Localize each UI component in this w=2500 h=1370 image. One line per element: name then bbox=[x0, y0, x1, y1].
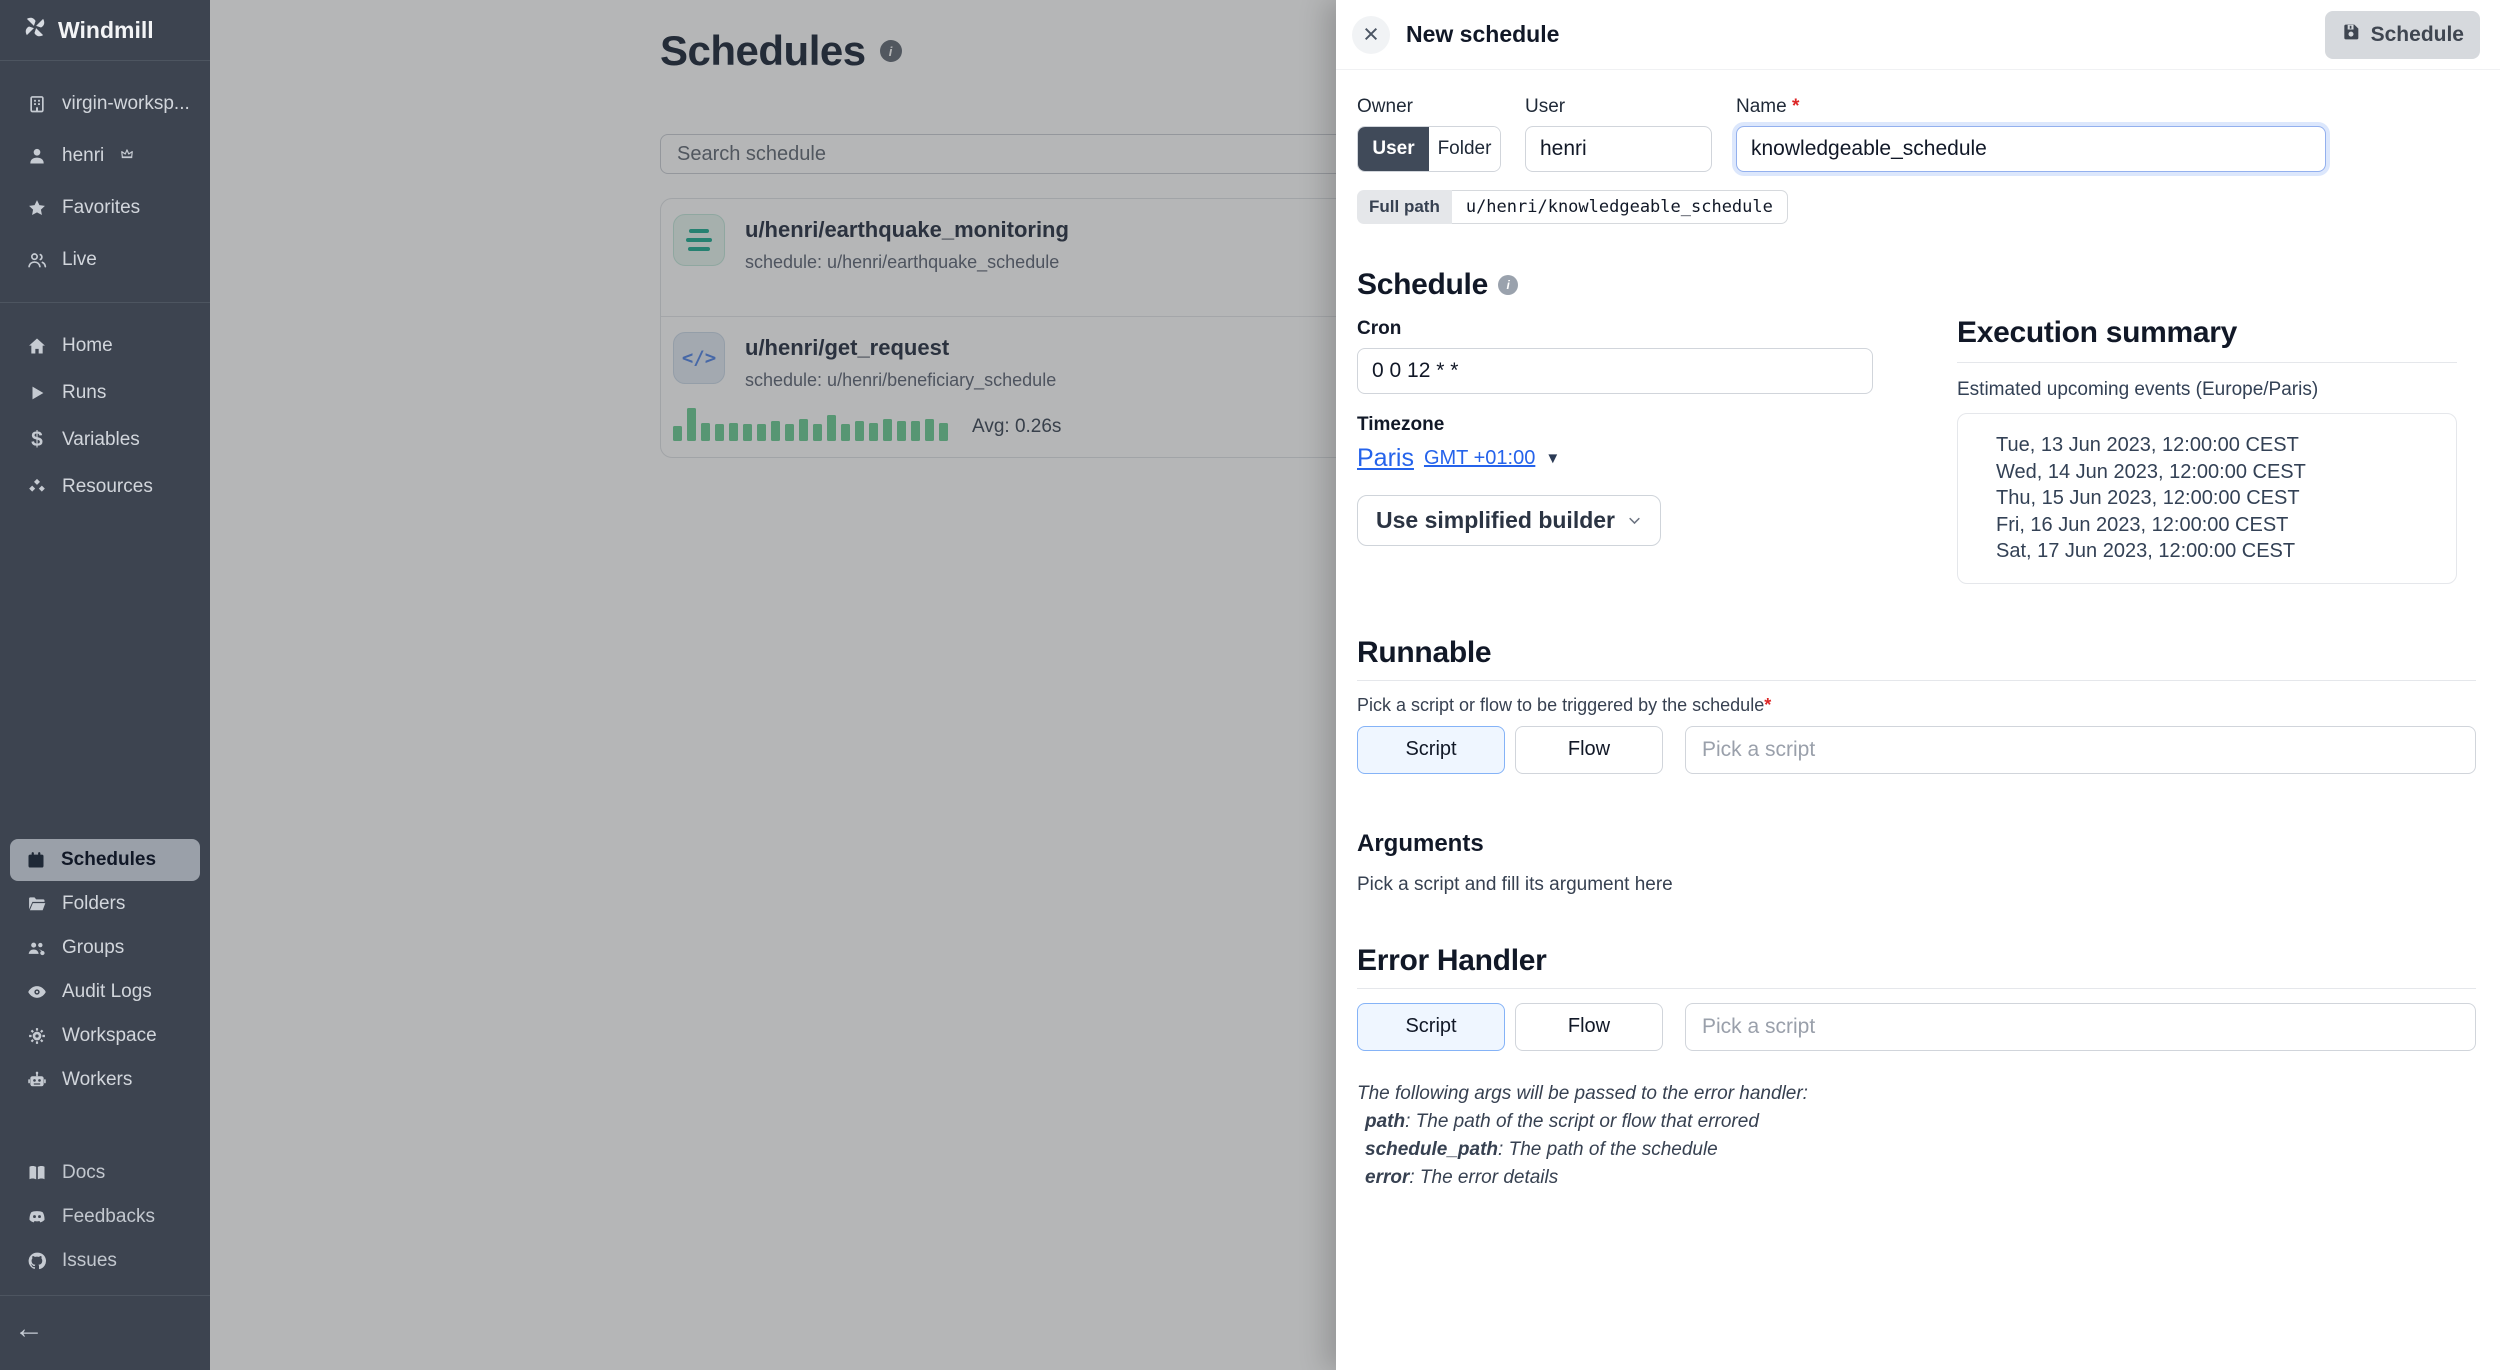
schedule-path: schedule: u/henri/beneficiary_schedule bbox=[745, 370, 1057, 390]
building-icon bbox=[26, 94, 48, 114]
owner-label: Owner bbox=[1357, 96, 1413, 117]
required-asterisk: * bbox=[1791, 96, 1800, 117]
app-logo[interactable] bbox=[0, 0, 210, 60]
users-icon bbox=[26, 250, 48, 270]
page-title: Schedules bbox=[660, 27, 866, 74]
github-icon bbox=[26, 1251, 48, 1271]
person-icon bbox=[26, 146, 48, 166]
sidebar-item-feedbacks[interactable]: Feedbacks bbox=[0, 1195, 210, 1239]
arguments-hint: Pick a script and fill its argument here bbox=[1357, 873, 1673, 895]
windmill-logo-icon bbox=[22, 14, 48, 46]
error-handler-arg: error: The error details bbox=[1365, 1166, 1559, 1188]
drawer-title: New schedule bbox=[1406, 21, 1560, 47]
event-row: Wed, 14 Jun 2023, 12:00:00 CEST bbox=[1996, 460, 2306, 483]
caret-down-icon: ▼ bbox=[1545, 450, 1561, 467]
event-row: Sat, 17 Jun 2023, 12:00:00 CEST bbox=[1996, 540, 2296, 562]
sidebar-item-variables[interactable]: $ Variables bbox=[0, 416, 210, 463]
sidebar-external-group bbox=[0, 1151, 210, 1283]
schedule-section-title: Schedule bbox=[1357, 268, 1488, 301]
runnable-script-picker[interactable] bbox=[1685, 726, 2476, 774]
sidebar-item-schedules[interactable]: Schedules bbox=[10, 839, 200, 881]
dollar-icon: $ bbox=[31, 428, 43, 451]
sidebar-primary-group bbox=[0, 322, 210, 510]
play-icon bbox=[26, 384, 48, 402]
owner-toggle bbox=[1357, 126, 1501, 172]
sidebar bbox=[0, 0, 210, 1370]
full-path-label: Full path bbox=[1357, 190, 1452, 224]
schedule-name: u/henri/earthquake_monitoring bbox=[745, 217, 1069, 242]
sidebar-item-issues[interactable]: Issues bbox=[0, 1239, 210, 1283]
name-field bbox=[1736, 96, 2326, 172]
upcoming-events-box bbox=[1957, 413, 2457, 584]
event-row: Tue, 13 Jun 2023, 12:00:00 CEST bbox=[1996, 434, 2299, 456]
star-icon bbox=[26, 198, 48, 218]
runnable-title: Runnable bbox=[1357, 636, 2476, 681]
gear-icon bbox=[26, 1026, 48, 1046]
error-handler-flow-button[interactable]: Flow bbox=[1515, 1003, 1663, 1051]
name-label: Name bbox=[1736, 96, 1787, 117]
owner-field bbox=[1357, 96, 1501, 172]
sidebar-item-favorites[interactable]: Favorites bbox=[0, 182, 210, 234]
username: henri bbox=[62, 145, 105, 166]
execution-summary-subtitle: Estimated upcoming events (Europe/Paris) bbox=[1957, 379, 2319, 400]
owner-user-button[interactable]: User bbox=[1358, 127, 1429, 171]
execution-summary-title: Execution summary bbox=[1957, 316, 2457, 363]
error-handler-arg: path: The path of the script or flow that errored bbox=[1365, 1110, 1759, 1132]
runnable-section bbox=[1357, 636, 2476, 896]
brand-name: Windmill bbox=[58, 16, 154, 43]
divider bbox=[0, 60, 210, 61]
runnable-script-button[interactable]: Script bbox=[1357, 726, 1505, 774]
calendar-icon bbox=[25, 850, 47, 870]
cubes-icon bbox=[26, 477, 48, 497]
chevron-down-icon bbox=[1627, 507, 1642, 534]
schedule-name: u/henri/get_request bbox=[745, 335, 950, 360]
full-path-value: u/henri/knowledgeable_schedule bbox=[1452, 190, 1788, 224]
crown-icon bbox=[120, 145, 134, 167]
user-field bbox=[1525, 96, 1712, 172]
sidebar-item-runs[interactable]: Runs bbox=[0, 369, 210, 416]
sidebar-item-workspace-settings[interactable]: Workspace bbox=[0, 1014, 210, 1058]
new-schedule-drawer bbox=[1336, 0, 2500, 1370]
sidebar-item-live[interactable]: Live bbox=[0, 234, 210, 286]
error-handler-title: Error Handler bbox=[1357, 944, 2476, 989]
schedule-path: schedule: u/henri/earthquake_schedule bbox=[745, 252, 1060, 272]
info-icon[interactable]: i bbox=[880, 40, 902, 62]
sidebar-item-groups[interactable]: Groups bbox=[0, 926, 210, 970]
group-icon bbox=[26, 938, 48, 958]
sidebar-secondary-group bbox=[0, 838, 210, 1102]
book-icon bbox=[26, 1163, 48, 1183]
error-handler-script-button[interactable]: Script bbox=[1357, 1003, 1505, 1051]
save-icon bbox=[2341, 22, 2361, 48]
runnable-hint: Pick a script or flow to be triggered by the schedule bbox=[1357, 694, 1765, 715]
sidebar-item-docs[interactable]: Docs bbox=[0, 1151, 210, 1195]
home-icon bbox=[26, 336, 48, 356]
name-input[interactable] bbox=[1736, 126, 2326, 172]
full-path bbox=[1357, 190, 1788, 224]
timezone-select[interactable]: Paris GMT +01:00 ▼ bbox=[1357, 444, 1561, 472]
sidebar-item-resources[interactable]: Resources bbox=[0, 463, 210, 510]
folder-icon bbox=[26, 894, 48, 914]
close-icon[interactable]: × bbox=[1352, 16, 1390, 54]
discord-icon bbox=[26, 1207, 48, 1227]
sidebar-account-group bbox=[0, 78, 210, 286]
cron-input[interactable] bbox=[1357, 348, 1873, 394]
error-handler-script-picker[interactable] bbox=[1685, 1003, 2476, 1051]
user-label: User bbox=[1525, 96, 1566, 117]
runnable-flow-button[interactable]: Flow bbox=[1515, 726, 1663, 774]
simplified-builder-button[interactable]: Use simplified builder bbox=[1357, 495, 1661, 546]
arguments-title: Arguments bbox=[1357, 829, 1484, 857]
required-asterisk: * bbox=[1764, 694, 1772, 715]
error-handler-args-intro: The following args will be passed to the error handler: bbox=[1357, 1082, 1808, 1104]
info-icon[interactable]: i bbox=[1498, 275, 1518, 295]
schedule-submit-button[interactable]: Schedule bbox=[2325, 11, 2480, 59]
cron-label: Cron bbox=[1357, 318, 1402, 339]
event-row: Thu, 15 Jun 2023, 12:00:00 CEST bbox=[1996, 487, 2300, 509]
sidebar-item-user[interactable] bbox=[0, 130, 210, 182]
sidebar-item-home[interactable]: Home bbox=[0, 322, 210, 369]
owner-folder-button[interactable]: Folder bbox=[1429, 127, 1500, 171]
user-input[interactable] bbox=[1525, 126, 1712, 172]
workspace-name: virgin-worksp... bbox=[62, 93, 190, 114]
execution-summary bbox=[1957, 268, 2457, 584]
error-handler-section bbox=[1357, 944, 2476, 1189]
eye-icon bbox=[26, 982, 48, 1002]
event-row: Fri, 16 Jun 2023, 12:00:00 CEST bbox=[1996, 513, 2289, 536]
timezone-label: Timezone bbox=[1357, 414, 1445, 435]
sidebar-item-audit-logs[interactable]: Audit Logs bbox=[0, 970, 210, 1014]
collapse-sidebar-button[interactable]: ← bbox=[14, 1312, 44, 1345]
code-icon: </> bbox=[673, 332, 725, 384]
error-handler-arg: schedule_path: The path of the schedule bbox=[1365, 1138, 1718, 1160]
divider bbox=[0, 1295, 210, 1296]
robot-icon bbox=[26, 1070, 48, 1090]
sidebar-item-folders[interactable]: Folders bbox=[0, 882, 210, 926]
divider bbox=[0, 302, 210, 303]
sidebar-item-workers[interactable]: Workers bbox=[0, 1058, 210, 1102]
avg-duration: Avg: 0.26s bbox=[972, 416, 1062, 437]
sidebar-item-workspace[interactable] bbox=[0, 78, 210, 130]
